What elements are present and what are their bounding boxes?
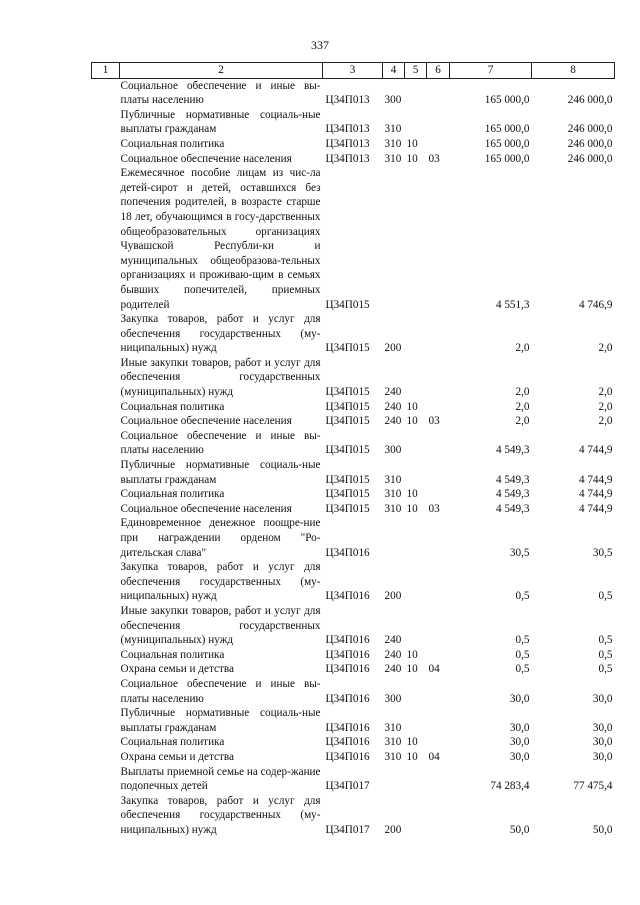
amount-year1-cell: 165 000,0 [484,123,530,136]
table-row [92,458,615,487]
expense-type-cell: 310 [384,488,402,501]
target-article-cell: Ц34П017 [325,780,370,793]
item-name-cell: Социальное обеспечение и иные вы-платы населению [120,79,321,107]
subsection-cell [427,604,450,648]
expense-type-cell [383,516,405,560]
expense-type-cell [383,765,405,794]
amount-year1-cell: 30,0 [509,736,530,749]
subsection-cell [427,560,450,604]
item-name-cell: Иные закупки товаров, работ и услуг для обеспечения государственных (муниципальных) нужд [120,356,321,399]
section-cell [405,677,427,706]
row-number-cell [92,166,120,312]
table-row [92,604,615,648]
header-col-8: 8 [532,63,615,79]
item-name-cell: Социальная политика [120,648,225,661]
item-name-cell: Иные закупки товаров, работ и услуг для обеспечения государственных (муниципальных) нужд [120,604,321,647]
table-row [92,516,615,560]
target-article-cell: Ц34П015 [325,415,370,428]
target-article-cell: Ц34П015 [325,502,370,515]
row-number-cell [92,765,120,794]
target-article-cell: Ц34П013 [325,123,370,136]
row-number-cell [92,677,120,706]
subsection-cell [427,312,450,356]
target-article-cell: Ц34П013 [325,94,370,107]
table-row [92,560,615,604]
amount-year1-cell: 4 551,3 [495,298,530,311]
section-cell: 10 [406,152,418,165]
amount-year2-cell: 2,0 [598,342,613,355]
amount-year2-cell: 246 000,0 [567,123,613,136]
header-col-1: 1 [92,63,120,79]
subsection-cell [427,487,450,502]
section-cell [405,765,427,794]
row-number-cell [92,706,120,735]
amount-year1-cell: 4 549,3 [495,502,530,515]
header-col-5: 5 [405,63,427,79]
amount-year2-cell: 2,0 [598,400,613,413]
amount-year1-cell: 4 549,3 [495,444,530,457]
amount-year1-cell: 2,0 [515,400,530,413]
section-cell [405,429,427,458]
row-number-cell [92,108,120,137]
expense-type-cell: 200 [384,590,402,603]
row-number-cell [92,356,120,400]
subsection-cell: 04 [428,663,440,676]
section-cell: 10 [406,750,418,763]
expense-type-cell: 300 [384,94,402,107]
subsection-cell [427,516,450,560]
expense-type-cell: 240 [384,663,402,676]
table-row [92,108,615,137]
section-cell [405,108,427,137]
section-cell: 10 [406,502,418,515]
target-article-cell: Ц34П015 [325,400,370,413]
section-cell: 10 [406,488,418,501]
subsection-cell: 03 [428,415,440,428]
target-article-cell: Ц34П015 [325,488,370,501]
row-number-cell [92,794,120,838]
section-cell [405,794,427,838]
section-cell [405,516,427,560]
amount-year2-cell: 30,0 [592,750,613,763]
table-row [92,765,615,794]
subsection-cell [427,137,450,152]
target-article-cell: Ц34П015 [325,473,370,486]
header-col-4: 4 [383,63,405,79]
item-name-cell: Публичные нормативные социаль-ные выплаты гражданам [120,459,321,486]
amount-year2-cell: 2,0 [598,386,613,399]
section-cell: 10 [406,400,418,413]
subsection-cell [427,765,450,794]
target-article-cell: Ц34П015 [325,342,370,355]
item-name-cell: Единовременное денежное поощре-ние при награждении орденом "Ро-дительская слава" [120,517,321,559]
row-number-cell [92,414,120,429]
amount-year1-cell: 165 000,0 [484,137,530,150]
amount-year1-cell: 30,0 [509,721,530,734]
item-name-cell: Социальное обеспечение населения [120,415,292,428]
item-name-cell: Социальное обеспечение населения [120,152,292,165]
section-cell [405,78,427,108]
amount-year2-cell: 0,5 [598,590,613,603]
target-article-cell: Ц34П016 [325,546,370,559]
section-cell: 10 [406,663,418,676]
section-cell [405,166,427,312]
row-number-cell [92,152,120,167]
subsection-cell [427,794,450,838]
row-number-cell [92,604,120,648]
table-row [92,662,615,677]
amount-year1-cell: 0,5 [515,663,530,676]
row-number-cell [92,312,120,356]
item-name-cell: Охрана семьи и детства [120,750,234,763]
expense-type-cell: 310 [384,123,402,136]
table-row [92,166,615,312]
expense-type-cell: 300 [384,692,402,705]
header-col-3: 3 [323,63,383,79]
section-cell: 10 [406,736,418,749]
target-article-cell: Ц34П016 [325,663,370,676]
expense-type-cell: 310 [384,152,402,165]
amount-year2-cell: 4 744,9 [578,473,613,486]
header-col-7: 7 [450,63,532,79]
amount-year1-cell: 50,0 [509,823,530,836]
expense-type-cell: 310 [384,750,402,763]
table-row [92,750,615,765]
item-name-cell: Охрана семьи и детства [120,663,234,676]
table-row [92,502,615,517]
subsection-cell [427,458,450,487]
amount-year2-cell: 2,0 [598,415,613,428]
amount-year1-cell: 74 283,4 [490,780,530,793]
amount-year2-cell: 4 744,9 [578,488,613,501]
amount-year1-cell: 30,0 [509,692,530,705]
item-name-cell: Социальная политика [120,488,225,501]
target-article-cell: Ц34П016 [325,590,370,603]
target-article-cell: Ц34П016 [325,721,370,734]
item-name-cell: Социальная политика [120,736,225,749]
row-number-cell [92,429,120,458]
target-article-cell: Ц34П013 [325,137,370,150]
expense-type-cell: 240 [384,386,402,399]
target-article-cell: Ц34П015 [325,444,370,457]
expense-type-cell: 240 [384,648,402,661]
table-row [92,735,615,750]
amount-year1-cell: 4 549,3 [495,473,530,486]
amount-year2-cell: 30,0 [592,736,613,749]
amount-year1-cell: 0,5 [515,590,530,603]
amount-year2-cell: 4 746,9 [578,298,613,311]
row-number-cell [92,648,120,663]
amount-year2-cell: 246 000,0 [567,152,613,165]
header-row [92,63,615,79]
amount-year2-cell: 77 475,4 [573,780,613,793]
subsection-cell: 03 [428,502,440,515]
table-row [92,312,615,356]
expense-type-cell: 240 [384,400,402,413]
row-number-cell [92,735,120,750]
amount-year2-cell: 30,5 [592,546,613,559]
item-name-cell: Социальная политика [120,137,225,150]
section-cell [405,312,427,356]
row-number-cell [92,750,120,765]
section-cell: 10 [406,137,418,150]
subsection-cell [427,735,450,750]
target-article-cell: Ц34П016 [325,648,370,661]
subsection-cell [427,677,450,706]
subsection-cell [427,429,450,458]
row-number-cell [92,458,120,487]
amount-year2-cell: 4 744,9 [578,502,613,515]
section-cell [405,604,427,648]
target-article-cell: Ц34П015 [325,386,370,399]
header-col-6: 6 [427,63,450,79]
amount-year2-cell: 4 744,9 [578,444,613,457]
table-row [92,706,615,735]
subsection-cell [427,648,450,663]
table-row [92,487,615,502]
subsection-cell [427,108,450,137]
budget-table [91,62,615,837]
amount-year1-cell: 4 549,3 [495,488,530,501]
row-number-cell [92,487,120,502]
expense-type-cell: 310 [384,137,402,150]
amount-year1-cell: 165 000,0 [484,152,530,165]
table-row [92,152,615,167]
row-number-cell [92,400,120,415]
target-article-cell: Ц34П013 [325,152,370,165]
expense-type-cell: 300 [384,444,402,457]
item-name-cell: Публичные нормативные социаль-ные выплаты гражданам [120,108,321,136]
item-name-cell: Социальное обеспечение населения [120,502,292,515]
table-row [92,78,615,108]
header-col-2: 2 [120,63,323,79]
subsection-cell [427,706,450,735]
item-name-cell: Выплаты приемной семье на содер-жание подопечных детей [120,765,321,793]
subsection-cell: 04 [428,750,440,763]
page-number: 337 [311,38,329,52]
section-cell [405,458,427,487]
table-row [92,794,615,838]
table-row [92,414,615,429]
target-article-cell: Ц34П017 [325,823,370,836]
amount-year2-cell: 0,5 [598,634,613,647]
expense-type-cell [383,166,405,312]
amount-year1-cell: 2,0 [515,415,530,428]
expense-type-cell: 240 [384,415,402,428]
item-name-cell: Закупка товаров, работ и услуг для обеспечения государственных (му-ниципальных) нужд [120,561,321,603]
subsection-cell: 03 [428,152,440,165]
amount-year1-cell: 2,0 [515,342,530,355]
item-name-cell: Публичные нормативные социаль-ные выплаты гражданам [120,707,321,734]
amount-year1-cell: 165 000,0 [484,94,530,107]
item-name-cell: Социальное обеспечение и иные вы-платы населению [120,429,321,457]
target-article-cell: Ц34П016 [325,634,370,647]
expense-type-cell: 310 [384,502,402,515]
row-number-cell [92,560,120,604]
section-cell: 10 [406,415,418,428]
target-article-cell: Ц34П016 [325,692,370,705]
amount-year1-cell: 0,5 [515,648,530,661]
expense-type-cell: 310 [384,736,402,749]
row-number-cell [92,502,120,517]
amount-year1-cell: 2,0 [515,386,530,399]
expense-type-cell: 310 [384,721,402,734]
expense-type-cell: 200 [384,823,402,836]
table-row [92,400,615,415]
subsection-cell [427,166,450,312]
row-number-cell [92,78,120,108]
table-row [92,356,615,400]
subsection-cell [427,356,450,400]
subsection-cell [427,400,450,415]
table-row [92,677,615,706]
item-name-cell: Ежемесячное пособие лицам из чис-ла детей-сирот и детей, оставшихся без попечения родителей, в возрасте старше 18 лет, обучающимся в госу-дарственных общеобразовательных организациях Чувашской Республи-ки и муниципальных общеобразова-тельных организациях и проживаю-щим в семьях бывших попечителей, приемных родителей [120,167,321,311]
section-cell [405,560,427,604]
table-row [92,429,615,458]
row-number-cell [92,137,120,152]
section-cell [405,356,427,400]
amount-year2-cell: 30,0 [592,721,613,734]
amount-year1-cell: 30,0 [509,750,530,763]
table-row [92,137,615,152]
item-name-cell: Закупка товаров, работ и услуг для обеспечения государственных (му-ниципальных) нужд [120,794,321,836]
row-number-cell [92,662,120,677]
amount-year2-cell: 0,5 [598,663,613,676]
row-number-cell [92,516,120,560]
expense-type-cell: 240 [384,634,402,647]
item-name-cell: Социальная политика [120,400,225,413]
table-row [92,648,615,663]
amount-year2-cell: 30,0 [592,692,613,705]
amount-year2-cell: 50,0 [592,823,613,836]
amount-year2-cell: 0,5 [598,648,613,661]
amount-year1-cell: 0,5 [515,634,530,647]
section-cell: 10 [406,648,418,661]
target-article-cell: Ц34П016 [325,736,370,749]
amount-year2-cell: 246 000,0 [567,137,613,150]
subsection-cell [427,78,450,108]
target-article-cell: Ц34П016 [325,750,370,763]
item-name-cell: Закупка товаров, работ и услуг для обеспечения государственных (му-ниципальных) нужд [120,313,321,355]
item-name-cell: Социальное обеспечение и иные вы-платы населению [120,677,321,705]
amount-year1-cell: 30,5 [509,546,530,559]
section-cell [405,706,427,735]
amount-year2-cell: 246 000,0 [567,94,613,107]
expense-type-cell: 310 [384,473,402,486]
target-article-cell: Ц34П015 [325,298,370,311]
expense-type-cell: 200 [384,342,402,355]
